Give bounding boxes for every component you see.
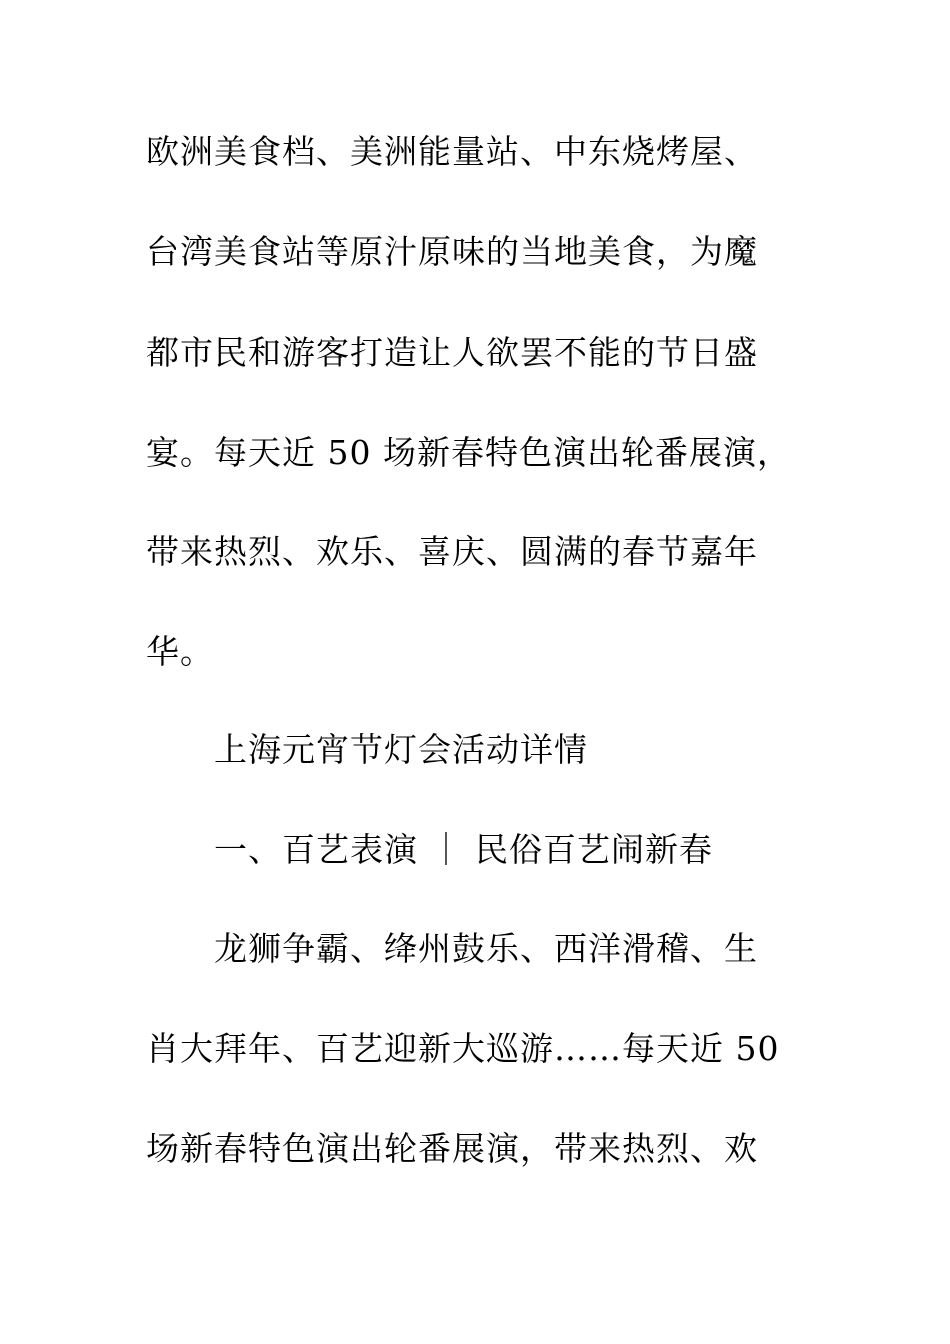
body-text-line: 台湾美食站等原汁原味的当地美食，为魔 — [146, 232, 758, 271]
body-text-line: 都市民和游客打造让人欲罢不能的节日盛 — [146, 333, 758, 372]
body-text-line: 场新春特色演出轮番展演，带来热烈、欢 — [146, 1129, 758, 1168]
paragraph-first-line: 龙狮争霸、绛州鼓乐、西洋滑稽、生 — [214, 929, 758, 968]
body-text-line: 宴。每天近 50 场新春特色演出轮番展演， — [146, 433, 791, 472]
body-text-line: 带来热烈、欢乐、喜庆、圆满的春节嘉年 — [146, 532, 758, 571]
body-text-line: 欧洲美食档、美洲能量站、中东烧烤屋、 — [146, 132, 758, 171]
subsection-heading: 一、百艺表演 ｜ 民俗百艺闹新春 — [214, 830, 713, 869]
body-text-line: 肖大拜年、百艺迎新大巡游……每天近 50 — [146, 1029, 780, 1068]
body-text-line: 华。 — [146, 632, 214, 671]
section-heading: 上海元宵节灯会活动详情 — [214, 730, 588, 769]
